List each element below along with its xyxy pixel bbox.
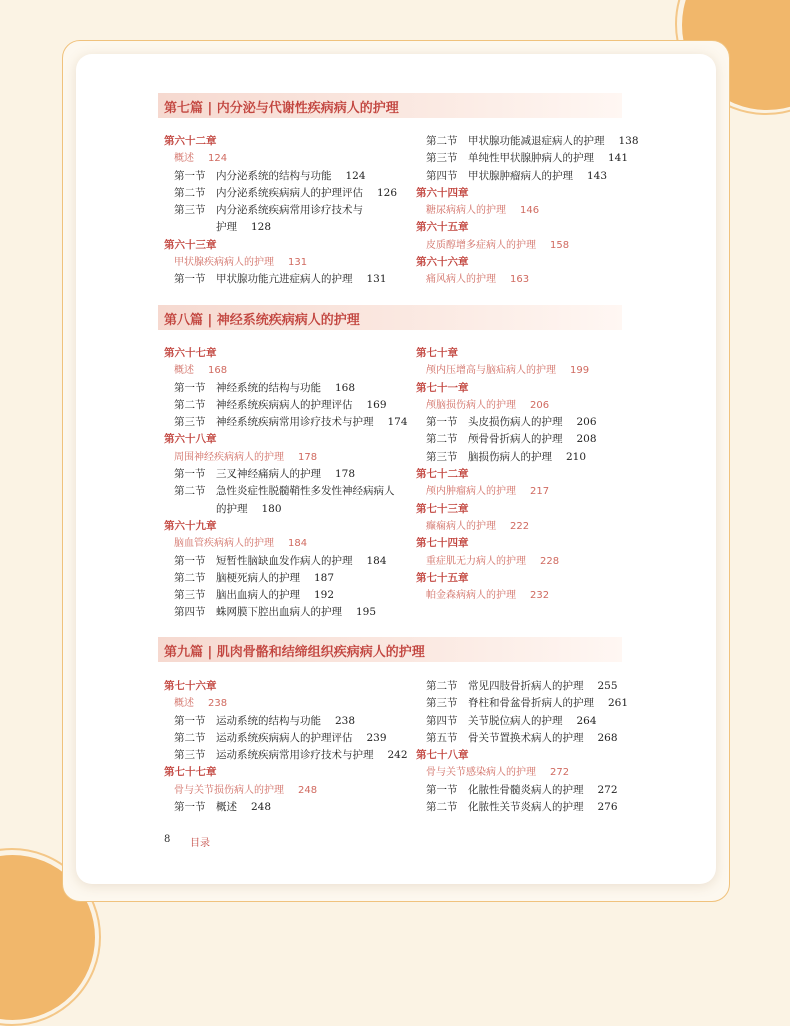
page-number: 248: [298, 784, 318, 796]
entry-title: 的护理: [216, 502, 248, 515]
page-number: 124: [345, 169, 366, 182]
section-label: 第五节: [426, 731, 458, 744]
chapter-title-entry: [416, 764, 656, 781]
page-number: 124: [208, 153, 228, 165]
section-entry: [416, 414, 656, 431]
section-label: 第二节: [174, 398, 206, 411]
section-entry: [164, 380, 414, 397]
page-number: 255: [597, 680, 618, 692]
entry-title: 脑血管疾病病人的护理: [174, 538, 274, 550]
entry-title: 运动系统疾病常用诊疗技术与护理: [216, 749, 374, 762]
section-label: 第三节: [426, 697, 458, 710]
page-number: 128: [251, 221, 272, 234]
entry-title: 颅内压增高与脑疝病人的护理: [426, 365, 556, 377]
toc-column-right: [416, 345, 656, 604]
part-title: 第八篇 | 神经系统疾病病人的护理: [164, 313, 360, 328]
toc-column-right: [416, 133, 656, 289]
section-entry: [416, 150, 656, 167]
section-entry: [164, 587, 414, 604]
chapter-heading: 第六十三章: [164, 238, 217, 251]
section-entry: [164, 397, 414, 414]
page-number: 143: [587, 169, 608, 182]
chapter-title-entry: [164, 449, 414, 466]
section-entry: [416, 133, 656, 150]
entry-title: 概述: [216, 801, 237, 814]
section-label: 第三节: [174, 589, 206, 602]
entry-title: 化脓性骨髓炎病人的护理: [468, 783, 584, 796]
chapter-title-entry: [164, 362, 414, 379]
section-label: 第一节: [426, 783, 458, 796]
chapter-heading: 第七十一章: [416, 381, 469, 394]
entry-title: 癫痫病人的护理: [426, 520, 496, 532]
page-number: 178: [335, 468, 356, 481]
chapter-title-entry: [164, 254, 414, 271]
page-number: 272: [597, 783, 618, 796]
page-number: 242: [387, 749, 408, 762]
section-entry: [164, 185, 414, 202]
section-label: 第二节: [426, 680, 458, 692]
entry-title: 概述: [174, 698, 194, 710]
section-entry: [164, 466, 414, 483]
section-label: 第一节: [426, 416, 458, 429]
page-number: 168: [335, 381, 356, 394]
page-number: 268: [597, 731, 618, 744]
section-entry: [416, 730, 656, 747]
page-number: 174: [387, 416, 408, 429]
section-label: 第二节: [174, 731, 206, 744]
footer-label: 目录: [190, 838, 210, 849]
chapter-title-entry: [416, 553, 656, 570]
footer-page-number: 8: [164, 834, 171, 845]
entry-title: 单纯性甲状腺肿病人的护理: [468, 152, 594, 165]
entry-title: 脑梗死病人的护理: [216, 571, 300, 584]
page-number: 126: [377, 186, 398, 199]
chapter-heading: 第七十四章: [416, 537, 469, 550]
page-number: 169: [366, 398, 387, 411]
section-label: 第三节: [174, 749, 206, 762]
chapter-heading: 第七十六章: [164, 680, 217, 692]
entry-title: 神经系统疾病常用诊疗技术与护理: [216, 416, 374, 429]
section-entry: [416, 431, 656, 448]
page-number: 222: [510, 520, 530, 532]
part-header: [158, 305, 622, 330]
section-entry-continued: [164, 501, 414, 518]
entry-title: 护理: [216, 221, 237, 234]
chapter-title-entry: [164, 535, 414, 552]
section-label: 第一节: [174, 273, 206, 286]
page-number: 238: [208, 698, 228, 710]
entry-title: 短暂性脑缺血发作病人的护理: [216, 554, 353, 567]
entry-title: 脊柱和骨盆骨折病人的护理: [468, 697, 594, 710]
section-label: 第二节: [426, 801, 458, 814]
page-number: 178: [298, 451, 318, 463]
chapter-heading: 第七十二章: [416, 468, 469, 481]
section-entry: [164, 747, 414, 764]
entry-title: 骨关节置换术病人的护理: [468, 731, 584, 744]
entry-title: 脑出血病人的护理: [216, 589, 300, 602]
section-entry: [416, 449, 656, 466]
section-entry: [416, 713, 656, 730]
entry-title: 颅脑损伤病人的护理: [426, 399, 516, 411]
chapter-title-entry: [416, 237, 656, 254]
chapter-heading: 第六十九章: [164, 519, 217, 532]
entry-title: 急性炎症性脱髓鞘性多发性神经病病人: [216, 485, 395, 498]
entry-title: 骨与关节损伤病人的护理: [174, 784, 284, 796]
section-label: 第三节: [174, 204, 206, 217]
page-number: 187: [314, 571, 335, 584]
entry-title: 神经系统疾病病人的护理评估: [216, 398, 353, 411]
page-number: 217: [530, 486, 550, 498]
chapter-heading: 第六十四章: [416, 186, 469, 199]
section-entry: [164, 730, 414, 747]
entry-title: 颅内肿瘤病人的护理: [426, 486, 516, 498]
toc-column-left: [164, 345, 414, 622]
page-number: 199: [570, 365, 590, 377]
section-entry: [164, 414, 414, 431]
entry-title: 周围神经疾病病人的护理: [174, 451, 284, 463]
part-header: [158, 93, 622, 118]
page-number: 208: [576, 433, 597, 446]
page-number: 261: [608, 697, 629, 710]
chapter-title-entry: [416, 587, 656, 604]
entry-title: 关节脱位病人的护理: [468, 714, 563, 727]
page-number: 158: [550, 239, 570, 251]
page-number: 228: [540, 555, 560, 567]
page-number: 195: [356, 606, 377, 619]
entry-title: 内分泌系统疾病常用诊疗技术与: [216, 204, 363, 217]
part-title: 第九篇 | 肌肉骨骼和结缔组织疾病病人的护理: [164, 645, 425, 660]
chapter-heading: 第六十六章: [416, 256, 469, 269]
section-label: 第二节: [426, 433, 458, 446]
page-number: 239: [366, 731, 387, 744]
chapter-heading: 第七十八章: [416, 749, 469, 762]
section-entry: [416, 782, 656, 799]
section-entry: [164, 553, 414, 570]
chapter-heading: 第七十五章: [416, 571, 469, 584]
entry-title: 常见四肢骨折病人的护理: [468, 680, 584, 692]
entry-title: 蛛网膜下腔出血病人的护理: [216, 606, 342, 619]
chapter-heading: 第六十二章: [164, 135, 217, 147]
chapter-title-entry: [416, 362, 656, 379]
section-label: 第一节: [174, 381, 206, 394]
section-label: 第四节: [426, 714, 458, 727]
toc-column-left: [164, 678, 414, 816]
section-entry: [416, 168, 656, 185]
chapter-heading: 第七十七章: [164, 766, 217, 779]
entry-title: 化脓性关节炎病人的护理: [468, 801, 584, 814]
toc-column-right: [416, 678, 656, 816]
entry-title: 甲状腺功能减退症病人的护理: [468, 135, 605, 147]
section-entry: [164, 713, 414, 730]
chapter-title-entry: [416, 518, 656, 535]
section-label: 第二节: [174, 186, 206, 199]
chapter-title-entry: [164, 782, 414, 799]
entry-title: 糖尿病病人的护理: [426, 205, 506, 217]
section-label: 第三节: [174, 416, 206, 429]
section-label: 第一节: [174, 554, 206, 567]
page-number: 163: [510, 274, 530, 286]
page-number: 184: [366, 554, 387, 567]
section-entry: [164, 799, 414, 816]
section-label: 第四节: [426, 169, 458, 182]
entry-title: 头皮损伤病人的护理: [468, 416, 563, 429]
section-entry: [164, 604, 414, 621]
entry-title: 甲状腺疾病病人的护理: [174, 257, 274, 269]
section-label: 第三节: [426, 450, 458, 463]
entry-title: 骨与关节感染病人的护理: [426, 767, 536, 779]
chapter-title-entry: [164, 150, 414, 167]
entry-title: 皮质醇增多症病人的护理: [426, 239, 536, 251]
page-number: 206: [576, 416, 597, 429]
chapter-heading: 第七十章: [416, 347, 458, 359]
section-entry: [164, 168, 414, 185]
section-entry: [164, 483, 414, 500]
section-entry: [164, 271, 414, 288]
chapter-title-entry: [416, 271, 656, 288]
chapter-title-entry: [416, 202, 656, 219]
page-number: 131: [288, 257, 308, 269]
entry-title: 运动系统的结构与功能: [216, 714, 321, 727]
page-number: 272: [550, 767, 570, 779]
section-entry-continued: [164, 219, 414, 236]
page-number: 210: [566, 450, 587, 463]
entry-title: 运动系统疾病病人的护理评估: [216, 731, 353, 744]
chapter-heading: 第七十三章: [416, 502, 469, 515]
chapter-title-entry: [416, 483, 656, 500]
section-entry: [164, 570, 414, 587]
page-number: 131: [366, 273, 387, 286]
section-label: 第二节: [174, 485, 206, 498]
page-number: 276: [597, 801, 618, 814]
section-label: 第一节: [174, 714, 206, 727]
page-number: 238: [335, 714, 356, 727]
section-label: 第一节: [174, 169, 206, 182]
page-number: 184: [288, 538, 308, 550]
section-entry: [416, 695, 656, 712]
section-label: 第一节: [174, 468, 206, 481]
section-label: 第二节: [174, 571, 206, 584]
entry-title: 脑损伤病人的护理: [468, 450, 552, 463]
entry-title: 内分泌系统的结构与功能: [216, 169, 332, 182]
entry-title: 颅骨骨折病人的护理: [468, 433, 563, 446]
entry-title: 内分泌系统疾病病人的护理评估: [216, 186, 363, 199]
section-entry: [164, 202, 414, 219]
part-title: 第七篇 | 内分泌与代谢性疾病病人的护理: [164, 101, 399, 116]
page-number: 141: [608, 152, 629, 165]
entry-title: 甲状腺肿瘤病人的护理: [468, 169, 573, 182]
chapter-title-entry: [164, 695, 414, 712]
toc-column-left: [164, 133, 414, 289]
entry-title: 概述: [174, 365, 194, 377]
page-number: 180: [261, 502, 282, 515]
chapter-heading: 第六十七章: [164, 347, 217, 359]
page-number: 168: [208, 365, 228, 377]
chapter-heading: 第六十五章: [416, 221, 469, 234]
chapter-title-entry: [416, 397, 656, 414]
section-entry: [416, 799, 656, 816]
entry-title: 三叉神经痛病人的护理: [216, 468, 321, 481]
page-number: 138: [618, 135, 639, 147]
section-entry: [416, 678, 656, 695]
entry-title: 甲状腺功能亢进症病人的护理: [216, 273, 353, 286]
page-number: 206: [530, 399, 550, 411]
entry-title: 重症肌无力病人的护理: [426, 555, 526, 567]
part-header: [158, 637, 622, 662]
entry-title: 概述: [174, 153, 194, 165]
page-number: 264: [576, 714, 597, 727]
section-label: 第四节: [174, 606, 206, 619]
entry-title: 痛风病人的护理: [426, 274, 496, 286]
entry-title: 帕金森病病人的护理: [426, 590, 516, 602]
page-number: 146: [520, 205, 540, 217]
page-number: 232: [530, 590, 550, 602]
page-number: 248: [251, 801, 272, 814]
section-label: 第二节: [426, 135, 458, 147]
chapter-heading: 第六十八章: [164, 433, 217, 446]
section-label: 第三节: [426, 152, 458, 165]
page-number: 192: [314, 589, 335, 602]
entry-title: 神经系统的结构与功能: [216, 381, 321, 394]
section-label: 第一节: [174, 801, 206, 814]
